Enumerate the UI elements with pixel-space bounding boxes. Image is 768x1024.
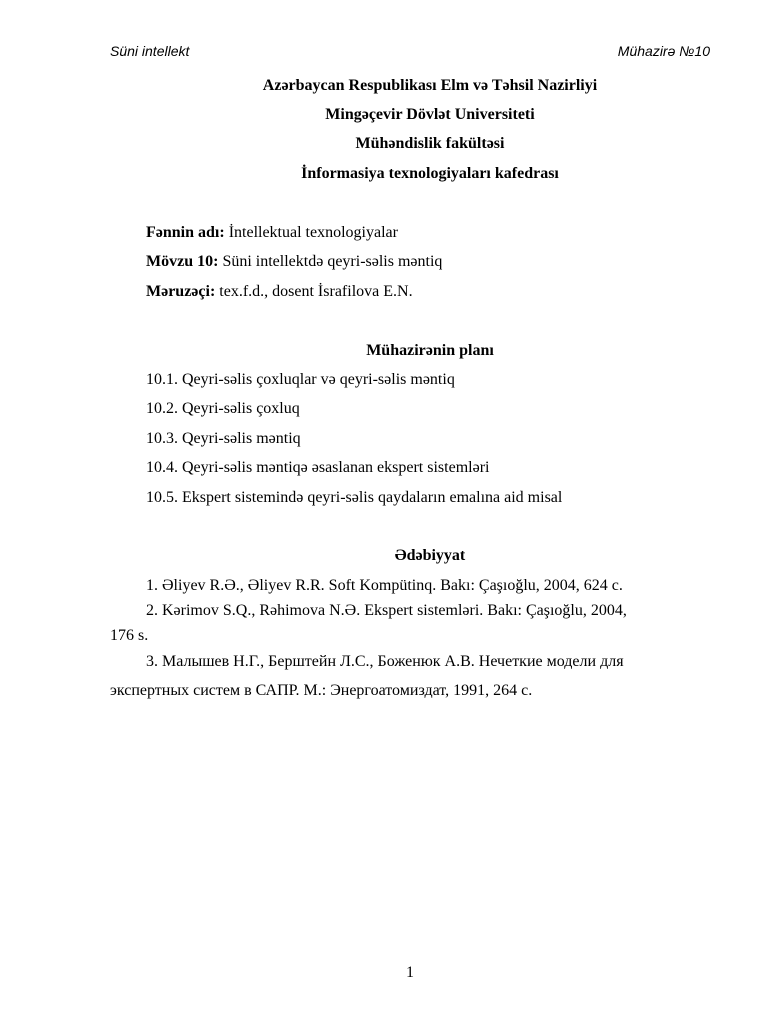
subject-line bbox=[146, 224, 398, 242]
literature-item: 2. Kərimov S.Q., Rəhimova N.Ə. Ekspert sistemləri. Bakı: Çaşıoğlu, 2004, bbox=[146, 602, 627, 619]
literature-title: Ədəbiyyat bbox=[394, 547, 466, 564]
institution-faculty: Mühəndislik fakültəsi bbox=[355, 135, 505, 152]
institution-university: Mingəçevir Dövlət Universiteti bbox=[325, 106, 535, 123]
plan-item: 10.3. Qeyri-səlis məntiq bbox=[146, 430, 301, 447]
lecturer-value: tex.f.d., dosent İsrafilova E.N. bbox=[215, 283, 413, 300]
literature-item-continuation: 176 s. bbox=[110, 627, 149, 644]
plan-item: 10.5. Ekspert sistemində qeyri-səlis qaydaların emalına aid misal bbox=[146, 489, 563, 506]
plan-item: 10.2. Qeyri-səlis çoxluq bbox=[146, 400, 300, 417]
plan-title: Mühazirənin planı bbox=[366, 342, 494, 359]
literature-item-continuation: экспертных систем в САПР. М.: Энергоатомиздат, 1991, 264 с. bbox=[110, 682, 533, 699]
plan-item: 10.1. Qeyri-səlis çoxluqlar və qeyri-səlis məntiq bbox=[146, 371, 455, 388]
topic-value: Süni intellektdə qeyri-səlis məntiq bbox=[218, 253, 443, 270]
lecturer-line bbox=[146, 283, 413, 301]
subject-label: Fənnin adı: bbox=[146, 224, 225, 241]
literature-item: 1. Əliyev R.Ə., Əliyev R.R. Soft Kompütinq. Bakı: Çaşıoğlu, 2004, 624 c. bbox=[146, 577, 623, 594]
page-number: 1 bbox=[406, 964, 414, 981]
plan-item: 10.4. Qeyri-səlis məntiqə əsaslanan ekspert sistemləri bbox=[146, 459, 490, 476]
institution-department: İnformasiya texnologiyaları kafedrası bbox=[301, 165, 559, 182]
lecturer-label: Məruzəçi: bbox=[146, 283, 216, 300]
institution-ministry: Azərbaycan Respublikası Elm və Təhsil Nazirliyi bbox=[262, 77, 598, 94]
topic-line bbox=[146, 253, 442, 271]
literature-item: 3. Малышев Н.Г., Берштейн Л.С., Боженюк А.В. Нечеткие модели для bbox=[146, 653, 624, 670]
subject-value: İntellektual texnologiyalar bbox=[224, 224, 398, 241]
page-header-right: Mühazirə №10 bbox=[617, 43, 710, 59]
topic-label: Mövzu 10: bbox=[146, 253, 219, 270]
page-header-left: Süni intellekt bbox=[110, 43, 190, 59]
